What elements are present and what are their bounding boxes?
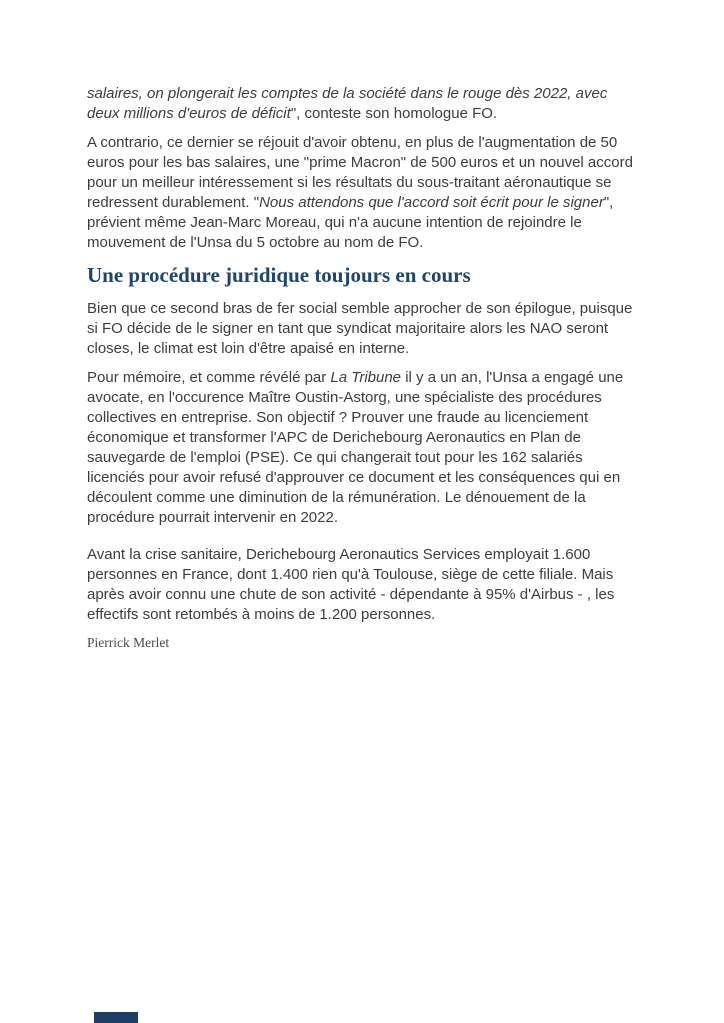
- article-paragraph: [87, 133, 640, 253]
- text-segment: Nous attendons que l'accord soit écrit pour le signer: [259, 194, 604, 211]
- article-paragraph: [87, 545, 640, 625]
- text-segment: A contrario, ce dernier se réjouit d'avoir obtenu, en plus de l'augmentation de 50 euros pour les bas salaires, une "prime Macron" de 500 euros et un nouvel accord pour un meilleur intéressement si les résultats du sous-traitant aéronautique se redressent durablement. ": [87, 134, 633, 211]
- text-segment: ", conteste son homologue FO.: [290, 105, 498, 122]
- text-segment: Bien que ce second bras de fer social semble approcher de son épilogue, puisque si FO décide de le signer en tant que syndicat majoritaire alors les NAO seront closes, le climat est loin d'être apaisé en interne.: [87, 300, 633, 357]
- article-paragraph: [87, 368, 640, 528]
- text-segment: il y a un an, l'Unsa a engagé une avocate, en l'occurence Maître Oustin-Astorg, une spécialiste des procédures collectives en entreprise. Son objectif ? Prouver une fraude au licenciement économique et transformer l'APC de Derichebourg Aeronautics en Plan de sauvegarde de l'emploi (PSE). Ce qui changerait tout pour les 162 salariés licenciés pour avoir refusé d'approuver ce document et les conséquences qui en découlent comme une diminution de la rémunération. Le dénouement de la procédure pourrait intervenir en 2022.: [87, 369, 624, 526]
- section-heading: Une procédure juridique toujours en cours: [87, 263, 471, 287]
- article-body: [87, 84, 640, 651]
- text-segment: La Tribune: [330, 369, 402, 386]
- text-segment: ", prévient même Jean-Marc Moreau, qui n'a aucune intention de rejoindre le mouvement de l'Unsa du 5 octobre au nom de FO.: [87, 194, 614, 251]
- article-paragraph: [87, 84, 640, 124]
- text-segment: Pour mémoire, et comme révélé par: [87, 369, 331, 386]
- author-byline: Pierrick Merlet: [87, 635, 170, 650]
- page-footer-mark: [94, 1012, 138, 1023]
- article-paragraph: [87, 299, 640, 359]
- text-segment: salaires, on plongerait les comptes de la société dans le rouge dès 2022, avec deux millions d'euros de déficit: [87, 85, 608, 122]
- text-segment: Avant la crise sanitaire, Derichebourg Aeronautics Services employait 1.600 personnes en France, dont 1.400 rien qu'à Toulouse, siège de cette filiale. Mais après avoir connu une chute de son activité - dépendante à 95% d'Airbus - , les effectifs sont retombés à moins de 1.200 personnes.: [87, 546, 615, 623]
